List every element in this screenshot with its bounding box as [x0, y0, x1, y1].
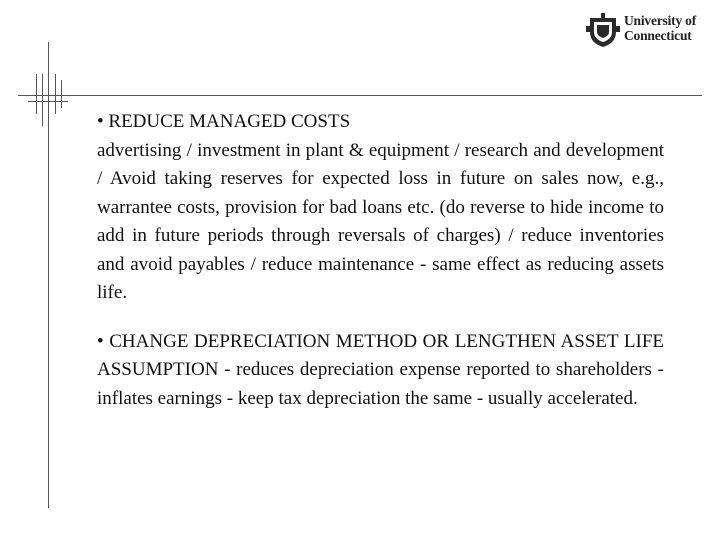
logo-line-2: Connecticut	[624, 28, 692, 43]
crest-icon	[586, 12, 620, 48]
frame-vertical-line-short-1	[36, 74, 37, 114]
logo-text	[624, 13, 696, 43]
frame-vertical-line-short-4	[61, 80, 62, 108]
paragraph-depreciation: • CHANGE DEPRECIATION METHOD OR LENGTHEN ASSET LIFE ASSUMPTION - reduces depreciation expense reported to shareholders - inflates earnings - keep tax depreciation the same - usually accelerated.	[97, 330, 664, 409]
frame-vertical-line-short-2	[42, 74, 43, 126]
slide-content	[97, 108, 664, 413]
university-logo	[586, 12, 710, 48]
logo-line-1: University of	[624, 13, 697, 28]
heading-reduce-managed-costs: • REDUCE MANAGED COSTS	[97, 111, 351, 132]
frame-vertical-line-main	[48, 42, 49, 508]
frame-horizontal-line-main	[18, 95, 702, 96]
frame-horizontal-line-short	[28, 101, 68, 102]
paragraph-managed-costs: advertising / investment in plant & equipment / research and development / Avoid taking reserves for expected loss in future on sales now, e.g., warrantee costs, provision for bad loans etc. (do reverse to hide income to add in future periods through reversals of charges) / reduce inventories and avoid payables / reduce maintenance - same effect as reducing assets life.	[97, 139, 664, 303]
frame-vertical-line-short-3	[55, 74, 56, 114]
